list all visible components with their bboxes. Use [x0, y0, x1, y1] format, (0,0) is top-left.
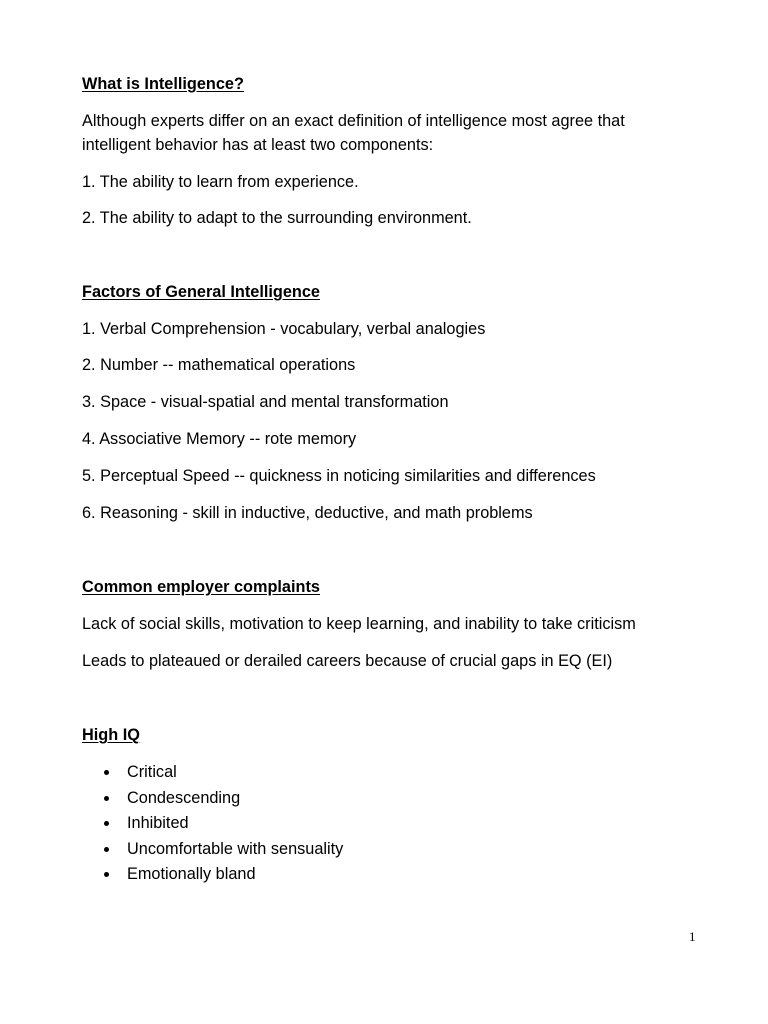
complaint-line-2: Leads to plateaued or derailed careers because of crucial gaps in EQ (EI) — [82, 652, 613, 670]
bullet-icon — [104, 872, 109, 877]
list-item — [104, 837, 343, 863]
bullet-icon — [104, 847, 109, 852]
factor-item-6: 6. Reasoning - skill in inductive, deductive, and math problems — [82, 504, 533, 522]
page-number: 1 — [689, 929, 696, 944]
intro-line-1: Although experts differ on an exact definition of intelligence most agree that — [82, 112, 625, 130]
intelligence-item-1: 1. The ability to learn from experience. — [82, 173, 359, 191]
list-item — [104, 862, 343, 888]
heading-high-iq: High IQ — [82, 726, 140, 744]
factor-item-3: 3. Space - visual-spatial and mental transformation — [82, 393, 449, 411]
list-item-label: Critical — [127, 763, 177, 781]
bullet-icon — [104, 796, 109, 801]
intro-line-2: intelligent behavior has at least two components: — [82, 136, 434, 154]
factor-item-1: 1. Verbal Comprehension - vocabulary, verbal analogies — [82, 320, 486, 338]
bullet-icon — [104, 770, 109, 775]
list-item-label: Emotionally bland — [127, 865, 256, 884]
list-item — [104, 811, 343, 837]
bullet-icon — [104, 821, 109, 826]
intelligence-item-2: 2. The ability to adapt to the surrounding environment. — [82, 209, 472, 227]
factor-item-5: 5. Perceptual Speed -- quickness in noticing similarities and differences — [82, 467, 596, 485]
factor-item-4: 4. Associative Memory -- rote memory — [82, 430, 357, 448]
complaint-line-1: Lack of social skills, motivation to keep learning, and inability to take criticism — [82, 615, 636, 633]
high-iq-bullet-list — [104, 760, 343, 888]
heading-factors-general-intelligence: Factors of General Intelligence — [82, 283, 320, 301]
heading-common-employer-complaints: Common employer complaints — [82, 578, 320, 596]
list-item-label: Uncomfortable with sensuality — [127, 839, 344, 858]
heading-what-is-intelligence: What is Intelligence? — [82, 75, 244, 93]
list-item-label: Condescending — [127, 788, 241, 807]
list-item-label: Inhibited — [127, 814, 189, 833]
list-item — [104, 786, 343, 812]
factor-item-2: 2. Number -- mathematical operations — [82, 356, 356, 374]
list-item — [104, 760, 343, 786]
